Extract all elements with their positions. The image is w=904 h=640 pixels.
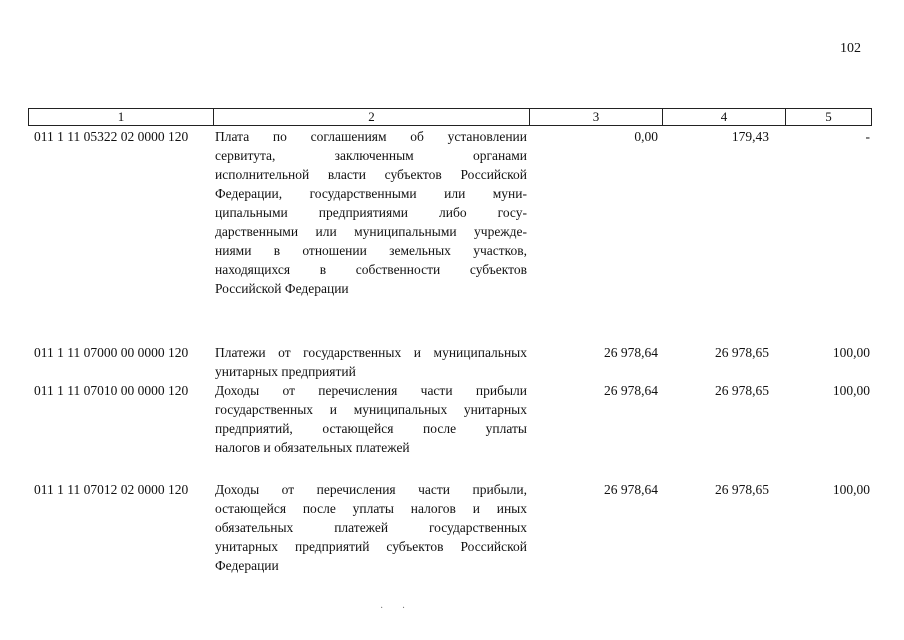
row-col-3: 26 978,64	[604, 383, 658, 398]
row-col-5: 100,00	[832, 482, 870, 497]
header-col-5: 5	[825, 109, 832, 124]
header-col-2: 2	[368, 109, 375, 124]
row-col-5: 100,00	[832, 345, 870, 360]
page-number: 102	[840, 41, 861, 56]
row-col-3: 26 978,64	[604, 482, 658, 497]
row-name-line: предприятий, остающейся после уплаты	[215, 421, 527, 436]
row-name-line: ципальными предприятиями либо госу-	[215, 205, 527, 220]
table-header	[28, 108, 872, 126]
scan-artifact: · ·	[380, 603, 414, 614]
header-col-1: 1	[117, 109, 125, 124]
row-code: 011 1 11 07012 02 0000 120	[34, 482, 189, 497]
row-name-line: Платежи от государственных и муниципальных	[215, 345, 527, 360]
row-col-3: 0,00	[634, 129, 658, 144]
row-name-line: остающейся после уплаты налогов и иных	[215, 501, 527, 516]
header-col-4: 4	[720, 109, 728, 124]
row-name-line: унитарных предприятий субъектов Российской	[215, 539, 527, 554]
row-name	[215, 480, 527, 575]
row-col-4: 179,43	[731, 129, 769, 144]
row-col-4: 26 978,65	[715, 482, 769, 497]
row-name-line: Плата по соглашениям об установлении	[215, 129, 527, 144]
row-name-line: ниями в отношении земельных участков,	[215, 243, 527, 258]
row-name	[215, 381, 527, 457]
row-name-line: обязательных платежей государственных	[215, 520, 527, 535]
row-name	[215, 343, 527, 381]
row-name	[215, 127, 527, 298]
row-name-line: дарственными или муниципальными учрежде-	[215, 224, 527, 239]
row-col-4: 26 978,65	[715, 383, 769, 398]
row-name-line: налогов и обязательных платежей	[215, 440, 410, 455]
row-name-line: Федерации	[215, 558, 279, 573]
row-name-line: государственных и муниципальных унитарных	[215, 402, 527, 417]
row-name-line: Доходы от перечисления части прибыли	[215, 383, 527, 398]
row-code: 011 1 11 05322 02 0000 120	[34, 129, 189, 144]
row-col-3: 26 978,64	[604, 345, 658, 360]
row-name-line: Федерации, государственными или муни-	[215, 186, 527, 201]
header-col-3: 3	[592, 109, 600, 124]
row-name-line: сервитута, заключенным органами	[215, 148, 527, 163]
row-code: 011 1 11 07010 00 0000 120	[34, 383, 189, 398]
row-code: 011 1 11 07000 00 0000 120	[34, 345, 189, 360]
row-name-line: унитарных предприятий	[215, 364, 356, 379]
row-name-line: Доходы от перечисления части прибыли,	[215, 482, 527, 497]
row-col-4: 26 978,65	[715, 345, 769, 360]
row-name-line: исполнительной власти субъектов Российской	[215, 167, 527, 182]
row-col-5: 100,00	[832, 383, 870, 398]
row-name-line: находящихся в собственности субъектов	[215, 262, 527, 277]
row-col-5: -	[865, 129, 870, 144]
row-name-line: Российской Федерации	[215, 281, 349, 296]
